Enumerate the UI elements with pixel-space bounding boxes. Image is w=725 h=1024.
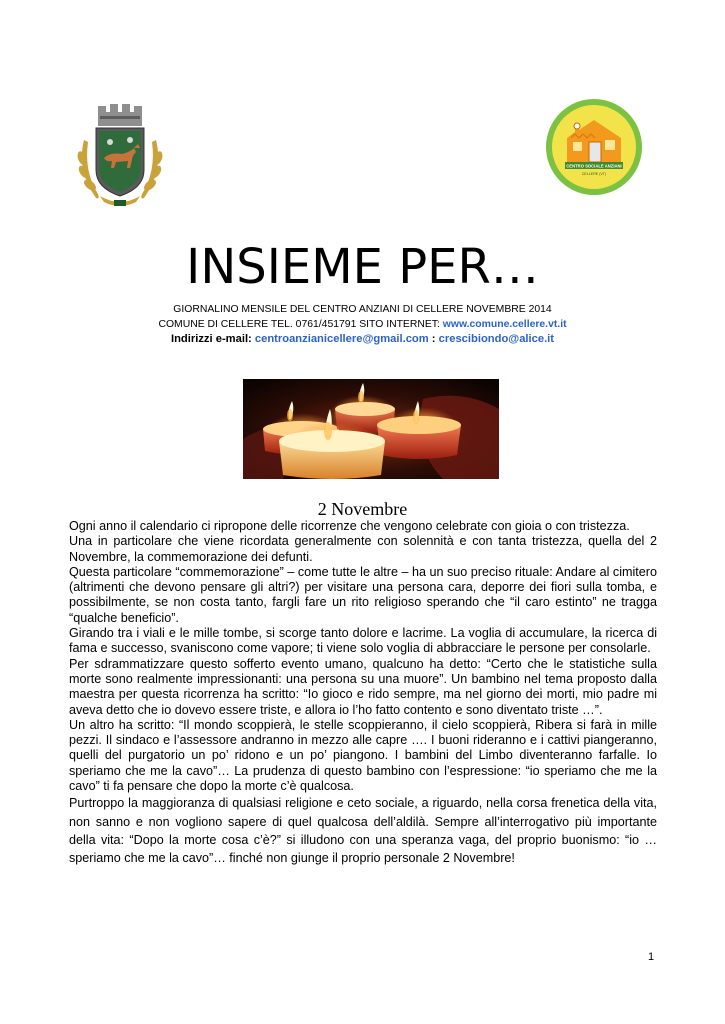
article-paragraph: Una in particolare che viene ricordata generalmente con solennità e con tanta tristezza, quella del 2 Novembre, la commemorazione dei defunti. — [69, 534, 657, 564]
newsletter-title: INSIEME PER… — [186, 239, 539, 295]
email-separator: : — [428, 333, 439, 345]
article-paragraph: Questa particolare “commemorazione” – come tutte le altre – ha un suo preciso rituale: Andare al cimitero (altrimenti che devono pensare gli altri?) per visitare una persona cara, deporre dei fiori sulla tomba, e possibilmente, se non costa tanto, fargli fare un rito religioso sperando che “il caro estinto” ne tragga “qualche beneficio”. — [69, 564, 657, 625]
email-line — [0, 333, 725, 346]
website-link[interactable]: www.comune.cellere.vt.it — [442, 319, 567, 330]
contact-line — [0, 318, 725, 331]
newsletter-subtitle: GIORNALINO MENSILE DEL CENTRO ANZIANI DI CELLERE NOVEMBRE 2014 — [173, 304, 552, 315]
article-title: 2 Novembre — [317, 499, 408, 519]
article-paragraph: Ogni anno il calendario ci ripropone delle ricorrenze che vengono celebrate con gioia o con tristezza. — [69, 519, 630, 533]
article-paragraph: Per sdrammatizzare questo sofferto evento umano, qualcuno ha detto: “Certo che le statistiche sulla morte sono realmente impressionanti: una persona su una muore”. Un bambino nel tema proposto dalla maestra per questa ricorrenza ha scritto: “Io gioco e rido sempre, ma nel giorno dei morti, mio padre mi aveva detto che io dovevo essere triste, e allora io l’ho fatto contento e sono diventato triste …”. — [69, 656, 657, 717]
email-link-1[interactable]: centroanzianicellere@gmail.com — [254, 333, 429, 345]
email-label: Indirizzi e-mail: — [170, 333, 252, 345]
centro-anziani-logo-icon — [545, 98, 643, 196]
article-body — [69, 519, 657, 868]
email-link-2[interactable]: crescibiondo@alice.it — [438, 333, 555, 345]
logo-caption: CENTRO SOCIALE ANZIANI — [566, 163, 622, 169]
article-paragraph: Un altro ha scritto: “Il mondo scoppierà, le stelle scoppieranno, il cielo scoppierà, Ribera si farà in mille pezzi. Il sindaco e l’assessore andranno in mezzo alle capre …. I buoni rideranno e i cattivi piangeranno, quelli del purgatorio un po’ ridono e un po’ piangono. I bambini del Limbo diventeranno farfalle. Io speriamo che me la cavo”… La prudenza di questo bambino con l’espressione: “io speriamo che me la cavo” ti fa pensare che dopo la morte c’è qualcosa. — [69, 717, 657, 794]
contact-prefix: COMUNE DI CELLERE TEL. 0761/451791 SITO INTERNET: — [158, 319, 440, 330]
candles-photo — [243, 379, 499, 479]
article-paragraph: Purtroppo la maggioranza di qualsiasi religione e ceto sociale, a riguardo, nella corsa frenetica della vita, non sanno e non vogliono sapere di quel qualcosa dell’aldilà. Sempre all’interrogativo più importante della vita: “Dopo la morte cosa c’è?” si illudono con una speranza vaga, del proprio buonismo: “io … speriamo che me la cavo”… finché non giunge il proprio personale 2 Novembre! — [69, 796, 657, 866]
article-paragraph: Girando tra i viali e le mille tombe, si scorge tanto dolore e lacrime. La voglia di accumulare, la ricerca di fama e successo, svaniscono come vapore; ti viene solo voglia di abbracciare le persone per consolarle. — [69, 626, 657, 656]
page-number: 1 — [648, 951, 655, 963]
coat-of-arms-icon — [70, 100, 170, 215]
logo-subcaption: CELLERE (VT) — [581, 172, 607, 176]
